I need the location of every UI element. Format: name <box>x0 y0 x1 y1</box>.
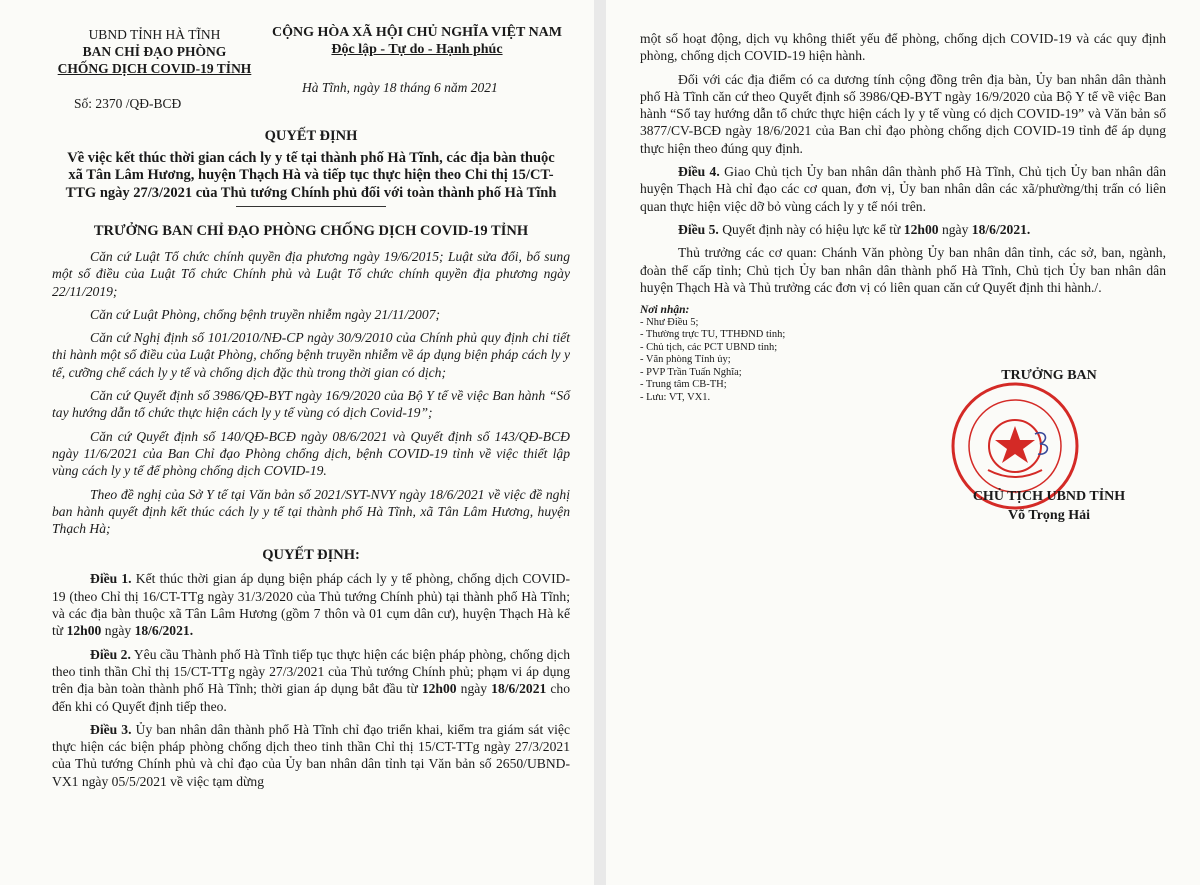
recipients-title: Nơi nhận: <box>640 304 690 317</box>
basis-paragraph: Căn cứ Luật Tổ chức chính quyền địa phương ngày 19/6/2015; Luật sửa đổi, bổ sung một số điều của Luật Tổ chức Chính phủ và Luật Tổ chức chính quyền địa phương ngày 22/11/2019; <box>52 249 570 299</box>
article-label: Điều 4. <box>678 164 720 180</box>
basis-paragraph: Theo đề nghị của Sở Y tế tại Văn bản số 2021/SYT-NVY ngày 18/6/2021 về việc đề nghị ban hành quyết định kết thúc cách ly y tế tại thành phố Hà Tĩnh, xã Tân Lâm Hương, huyện Thạch Hà; <box>52 486 570 537</box>
issue-date: Hà Tĩnh, ngày 18 tháng 6 năm 2021 <box>302 80 498 95</box>
article-3-paragraph: Đối với các địa điểm có ca dương tính cộng đồng trên địa bàn, Ủy ban nhân dân thành phố Hà Tĩnh căn cứ theo Quyết định số 3986/QĐ-BYT ngày 16/9/2020 của Bộ Y tế về việc Ban hành “Sổ tay hướng dẫn tổ chức thực hiện cách ly y tế vùng có dịch COVID-19” và Văn bản số 3877/CV-BCĐ ngày 18/6/2021 của Ban chỉ đạo phòng chống dịch COVID-19 tỉnh để áp dụng thực hiện theo đúng quy định. <box>640 71 1166 156</box>
article-text: Yêu cầu Thành phố Hà Tĩnh tiếp tục thực hiện các biện pháp phòng, chống dịch theo tinh thần Chỉ thị 15/CT-TTg ngày 27/3/2021 của Thủ tướng Chính phủ; phạm vi áp dụng trên địa bàn toàn thành phố Hà Tĩnh; thời gian áp dụng bắt đầu từ <box>52 646 571 697</box>
execution-paragraph: Thủ trưởng các cơ quan: Chánh Văn phòng Ủy ban nhân dân tỉnh, các sở, ban, ngành, đoàn thể cấp tỉnh; Chủ tịch Ủy ban nhân dân thành phố Hà Tĩnh, Chủ tịch Ủy ban nhân dân huyện Thạch Hà và Thủ trưởng các đơn vị có liên quan căn cứ Quyết định thi hành./. <box>640 245 1166 295</box>
agency-line-2: BAN CHỈ ĐẠO PHÒNG <box>82 44 227 59</box>
agency-line-1: UBND TỈNH HÀ TĨNH <box>88 27 221 42</box>
article-text: ngày <box>460 681 488 697</box>
document-subtitle: Về việc kết thúc thời gian cách ly y tế tại thành phố Hà Tĩnh, các địa bàn thuộc xã Tân Lâm Hương, huyện Thạch Hà và tiếp tục thực hiện theo Chỉ thị 15/CT-TTG ngày 27/3/2021 của Thủ tướng Chính phủ đối với toàn thành phố Hà Tĩnh <box>65 149 557 201</box>
national-motto <box>262 24 572 58</box>
article-2 <box>52 646 570 715</box>
basis-paragraph: Căn cứ Quyết định số 3986/QĐ-BYT ngày 16/9/2020 của Bộ Y tế về việc Ban hành “Sổ tay hướng dẫn tổ chức thực hiện cách ly y tế vùng có dịch Covid-19”; <box>52 388 570 421</box>
title-divider <box>236 206 386 207</box>
nation-line-2: Độc lập - Tự do - Hạnh phúc <box>331 42 503 57</box>
article-text: cho đến khi có Quyết định tiếp theo. <box>52 681 571 714</box>
article-label: Điều 1. <box>90 571 132 587</box>
article-label: Điều 3. <box>90 721 132 737</box>
basis-paragraph: Căn cứ Nghị định số 101/2010/NĐ-CP ngày 30/9/2010 của Chính phủ quy định chi tiết thi hành một số điều của Luật Phòng, chống bệnh truyền nhiễm về áp dụng biện pháp cách ly y tế, cưỡng chế cách ly y tế và chống dịch đặc thù trong thời gian có dịch; <box>52 330 570 380</box>
article-text: Quyết định này có hiệu lực kể từ <box>722 221 901 237</box>
recipient-item: - PVP Trần Tuấn Nghĩa; <box>640 366 742 378</box>
effective-date: 18/6/2021. <box>134 623 194 639</box>
article-label: Điều 5. <box>678 221 719 237</box>
article-text: Kết thúc thời gian áp dụng biện pháp cách ly y tế phòng, chống dịch COVID-19 (theo Chỉ thị 16/CT-TTg ngày 31/3/2020 của Thủ tướng Chính phủ) tại thành phố Hà Tĩnh; và các địa bàn thuộc xã Tân Lâm Hương (gồm 7 thôn và 01 cụm dân cư), huyện Thạch Hà kể từ <box>52 571 570 639</box>
article-label: Điều 2. <box>90 646 131 662</box>
recipient-item: - Chủ tịch, các PCT UBND tỉnh; <box>640 341 778 353</box>
nation-line-1: CỘNG HÒA XÃ HỘI CHỦ NGHĨA VIỆT NAM <box>271 25 562 40</box>
signer-title: TRƯỞNG BAN <box>1001 368 1097 383</box>
document-title: QUYẾT ĐỊNH <box>264 128 358 144</box>
recipient-item: - Trung tâm CB-TH; <box>640 379 727 391</box>
document-page-2 <box>606 0 1200 885</box>
signature-block <box>934 368 1164 524</box>
effective-time: 12h00 <box>66 623 102 639</box>
article-text: Giao Chủ tịch Ủy ban nhân dân thành phố Hà Tĩnh, Chủ tịch Ủy ban nhân dân huyện Thạch Hà chỉ đạo các cơ quan, đơn vị, Ủy ban nhân dân các xã/phường/thị trấn có liên quan thực hiện việc dỡ bỏ vùng cách ly y tế nói trên. <box>640 164 1167 214</box>
effective-date: 18/6/2021 <box>491 681 547 697</box>
effective-time: 12h00 <box>903 221 939 237</box>
signature-space <box>934 384 1164 489</box>
recipient-item: - Thường trực TU, TTHĐND tỉnh; <box>640 329 786 341</box>
recipient-item: - Như Điều 5; <box>640 316 699 328</box>
effective-date: 18/6/2021. <box>971 221 1031 237</box>
article-text: ngày <box>941 221 969 237</box>
decision-heading: QUYẾT ĐỊNH: <box>262 547 360 564</box>
article-4 <box>640 163 1166 215</box>
issuing-agency <box>52 26 257 77</box>
signer-name: Võ Trọng Hải <box>1008 508 1090 523</box>
recipient-item: - Văn phòng Tỉnh ủy; <box>640 354 731 366</box>
article-5 <box>640 221 1166 238</box>
recipient-item: - Lưu: VT, VX1. <box>640 391 711 403</box>
authority-heading: TRƯỞNG BAN CHỈ ĐẠO PHÒNG CHỐNG DỊCH COVID-19 TỈNH <box>93 223 529 239</box>
article-text: ngày <box>104 623 132 639</box>
basis-paragraph: Căn cứ Quyết định số 140/QĐ-BCĐ ngày 08/6/2021 và Quyết định số 143/QĐ-BCĐ ngày 11/6/2021 của Ban Chỉ đạo Phòng chống dịch, bệnh COVID-19 tỉnh về việc thiết lập vùng cách ly y tế để phòng chống dịch COVID-19. <box>52 428 570 479</box>
document-header <box>52 0 570 120</box>
effective-time: 12h00 <box>421 681 457 697</box>
signer-role: CHỦ TỊCH UBND TỈNH <box>972 489 1126 504</box>
basis-paragraph: Căn cứ Luật Phòng, chống bệnh truyền nhiễm ngày 21/11/2007; <box>90 306 440 322</box>
document-number: Số: 2370 /QĐ-BCĐ <box>74 96 182 111</box>
article-3 <box>52 721 570 790</box>
article-text: Ủy ban nhân dân thành phố Hà Tĩnh chỉ đạo triển khai, kiểm tra giám sát việc thực hiện các biện pháp phòng chống dịch theo tinh thần Chỉ thị 15/CT-TTg ngày 27/3/2021 của Thủ tướng Chính phủ và chỉ đạo của Ủy ban nhân dân tỉnh tại Văn bản số 2650/UBND-VX1 ngày 05/5/2021 về việc tạm dừng <box>52 721 570 789</box>
document-page-1 <box>0 0 594 885</box>
agency-line-3: CHỐNG DỊCH COVID-19 TỈNH <box>57 61 252 76</box>
article-3-continued: một số hoạt động, dịch vụ không thiết yếu để phòng, chống dịch COVID-19 và các quy định phòng, chống dịch COVID-19 hiện hành. <box>640 31 1166 64</box>
article-1 <box>52 570 570 639</box>
